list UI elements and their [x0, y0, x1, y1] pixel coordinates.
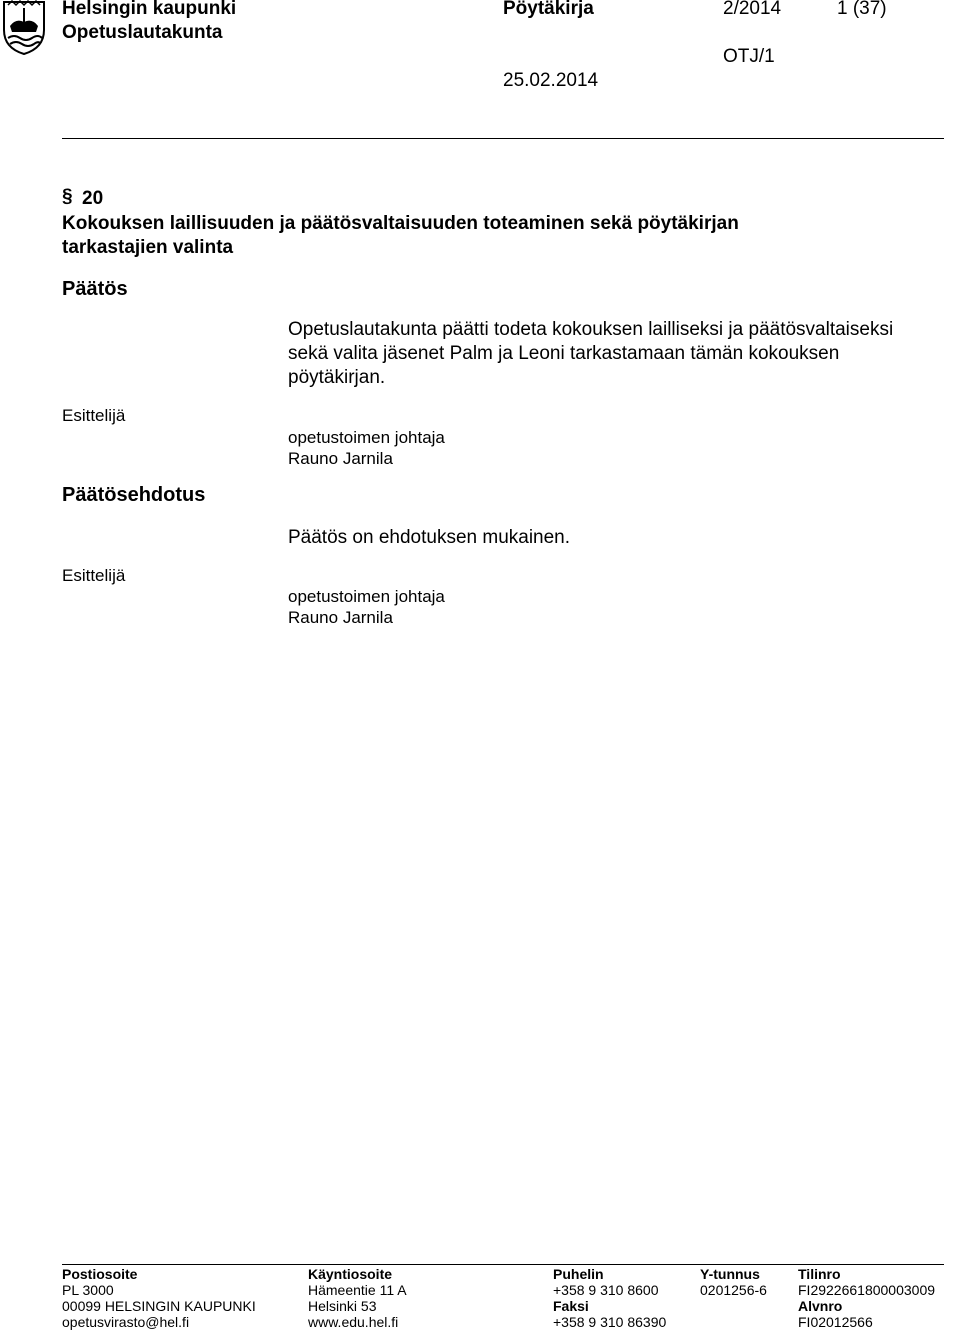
section-mark: § [62, 186, 73, 207]
footer-visit-line: Helsinki 53 [308, 1298, 377, 1314]
footer-visit-address [308, 1266, 407, 1330]
footer-ytunnus-heading: Y-tunnus [700, 1266, 760, 1282]
header-date: 25.02.2014 [503, 70, 599, 91]
footer-postal-line: PL 3000 [62, 1282, 114, 1298]
header-organization: Helsingin kaupunki [62, 0, 237, 19]
footer-visit-heading: Käyntiosoite [308, 1266, 393, 1282]
proposal-presenter-label: Esittelijä [62, 566, 126, 585]
header-code: OTJ/1 [723, 46, 775, 67]
footer-account [798, 1266, 935, 1330]
header-unit: Opetuslautakunta [62, 22, 223, 43]
footer-email: opetusvirasto@hel.fi [62, 1314, 190, 1330]
footer-visit-line: Hämeentie 11 A [308, 1282, 407, 1298]
footer-postal-heading: Postiosoite [62, 1266, 138, 1282]
header-page-number: 1 (37) [837, 0, 887, 19]
footer-divider [62, 1264, 944, 1265]
footer-account-heading: Tilinro [798, 1266, 841, 1282]
section-title: Kokouksen laillisuuden ja päätösvaltaisuuden toteaminen sekä pöytäkirjan tarkastajien valinta [62, 213, 739, 258]
footer-postal-line: 00099 HELSINGIN KAUPUNKI [62, 1298, 256, 1314]
footer-postal-address [62, 1266, 256, 1330]
decision-text: Opetuslautakunta päätti todeta kokouksen lailliseksi ja päätösvaltaiseksi sekä valita jäsenet Palm ja Leoni tarkastamaan tämän kokouksen pöytäkirjan. [288, 319, 894, 388]
footer-fax-value: +358 9 310 86390 [553, 1314, 667, 1330]
proposal-text: Päätös on ehdotuksen mukainen. [288, 527, 571, 548]
decision-presenter-title: opetustoimen johtaja [288, 428, 445, 447]
header-doc-number: 2/2014 [723, 0, 782, 19]
decision-presenter-label: Esittelijä [62, 406, 126, 425]
proposal-label: Päätösehdotus [62, 484, 206, 506]
decision-label: Päätös [62, 278, 128, 300]
city-crest-icon [2, 0, 46, 56]
footer-phone [553, 1266, 666, 1330]
footer-phone-value: +358 9 310 8600 [553, 1282, 659, 1298]
header-divider [62, 138, 944, 139]
header-doc-type: Pöytäkirja [503, 0, 594, 19]
footer-phone-heading: Puhelin [553, 1266, 604, 1282]
proposal-presenter-title: opetustoimen johtaja [288, 587, 445, 606]
footer-alv-heading: Alvnro [798, 1298, 843, 1314]
footer-website: www.edu.hel.fi [308, 1314, 399, 1330]
decision-presenter-name: Rauno Jarnila [288, 449, 393, 468]
footer-alv-value: FI02012566 [798, 1314, 873, 1330]
proposal-presenter-name: Rauno Jarnila [288, 608, 393, 627]
footer-account-value: FI2922661800003009 [798, 1282, 936, 1298]
footer-ytunnus-value: 0201256-6 [700, 1282, 767, 1298]
section-number: 20 [82, 188, 104, 209]
footer-ytunnus [700, 1266, 767, 1298]
footer-fax-heading: Faksi [553, 1298, 589, 1314]
